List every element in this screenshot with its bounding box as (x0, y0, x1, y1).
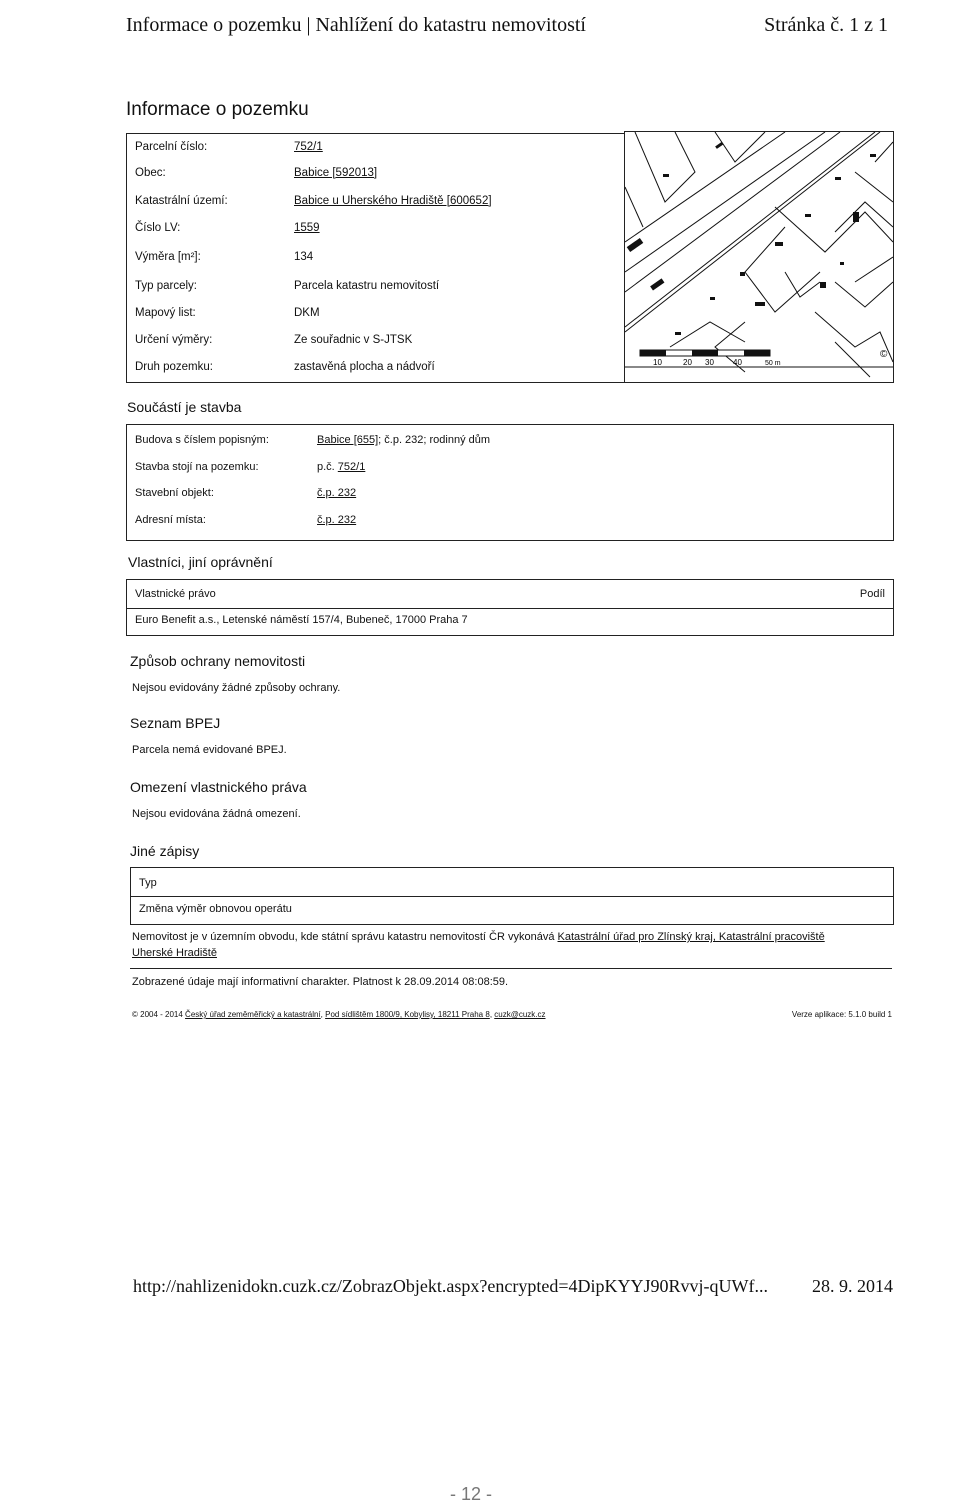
map-scale-50: 50 m (765, 360, 781, 367)
address-link[interactable]: Pod sídlištěm 1800/9, Kobylisy, 18211 Praha 8 (325, 1010, 490, 1019)
stavba-budova-label: Budova s číslem popisným: (135, 434, 269, 446)
print-header-title: Informace o pozemku | Nahlížení do katastru nemovitostí (126, 14, 586, 36)
owner-row: Euro Benefit a.s., Letenské náměstí 157/4, Bubeneč, 17000 Praha 7 (135, 614, 468, 626)
map-scale-30: 30 (705, 358, 714, 367)
page-title: Informace o pozemku (126, 99, 309, 120)
map-scale-10: 10 (653, 358, 662, 367)
jine-divider (131, 896, 893, 897)
stavba-parcel-link[interactable]: 752/1 (337, 461, 366, 473)
vymera-label: Výměra [m²]: (135, 251, 201, 263)
jine-section-title: Jiné zápisy (130, 843, 200, 859)
jine-zapisy-table (130, 867, 894, 925)
copyright-prefix: © 2004 - 2014 (132, 1010, 186, 1019)
stavba-budova-value (317, 434, 490, 446)
ochrana-text: Nejsou evidovány žádné způsoby ochrany. (132, 682, 341, 694)
footer-divider (130, 968, 892, 969)
omezeni-text: Nejsou evidována žádná omezení. (132, 808, 301, 820)
cadastral-map-drawing (625, 132, 893, 382)
typ-parcely-value: Parcela katastru nemovitostí (294, 280, 440, 292)
bpej-text: Parcela nemá evidované BPEJ. (132, 744, 287, 756)
vlastnicke-pravo-header: Vlastnické právo (135, 588, 216, 600)
print-footer-url: http://nahlizenidokn.cuzk.cz/ZobrazObjekt.aspx?encrypted=4DipKYYJ90Rvvj-qUWf... (133, 1276, 768, 1296)
validity-note: Zobrazené údaje mají informativní charakter. Platnost k 28.09.2014 08:08:59. (132, 976, 509, 988)
mapovy-list-value: DKM (294, 307, 320, 319)
uzemni-obvod-note (132, 929, 862, 961)
jine-typ-header: Typ (139, 877, 157, 889)
email-link[interactable]: cuzk@cuzk.cz (494, 1010, 546, 1019)
stavba-section-title: Součástí je stavba (127, 399, 242, 415)
print-header-page: Stránka č. 1 z 1 (764, 14, 888, 36)
obec-link[interactable]: Babice [592013] (294, 167, 378, 179)
stavba-table (126, 424, 894, 541)
budova-detail: ; č.p. 232; rodinný dům (378, 434, 491, 446)
cislo-lv-link[interactable]: 1559 (294, 222, 320, 234)
druh-pozemku-value: zastavěná plocha a nádvoří (294, 361, 435, 373)
parcel-number-link[interactable]: 752/1 (294, 141, 323, 153)
adresni-mista-label: Adresní místa: (135, 514, 206, 526)
copyright-line (132, 1010, 546, 1019)
mapovy-list-label: Mapový list: (135, 307, 196, 319)
cadastral-map[interactable] (624, 131, 894, 383)
stavba-stoji-label: Stavba stojí na pozemku: (135, 461, 259, 473)
urceni-vymery-value: Ze souřadnic v S-JTSK (294, 334, 413, 346)
vlastnici-section-title: Vlastníci, jiní oprávnění (128, 554, 273, 570)
bpej-section-title: Seznam BPEJ (130, 715, 221, 731)
map-scale-20: 20 (683, 358, 692, 367)
typ-parcely-label: Typ parcely: (135, 280, 197, 292)
parcel-number-label: Parcelní číslo: (135, 141, 208, 153)
jine-zapis-value: Změna výměr obnovou operátu (139, 903, 292, 915)
map-scale-40: 40 (733, 358, 742, 367)
katastralni-uzemi-link[interactable]: Babice u Uherského Hradiště [600652] (294, 195, 492, 207)
stavba-stoji-prefix: p.č. (317, 461, 338, 473)
omezeni-section-title: Omezení vlastnického práva (130, 779, 307, 795)
stavba-stoji-value (317, 461, 365, 473)
druh-pozemku-label: Druh pozemku: (135, 361, 213, 373)
podil-header: Podíl (859, 588, 885, 600)
stavebni-objekt-label: Stavební objekt: (135, 487, 214, 499)
budova-obec-link[interactable]: Babice [655] (317, 434, 379, 446)
uzemni-obvod-text: Nemovitost je v územním obvodu, kde státní správu katastru nemovitostí ČR vykonává (132, 931, 558, 943)
cislo-lv-label: Číslo LV: (135, 222, 181, 234)
page-number: - 12 - (450, 1484, 493, 1504)
urceni-vymery-label: Určení výměry: (135, 334, 213, 346)
ochrana-section-title: Způsob ochrany nemovitosti (130, 653, 306, 669)
map-copyright-icon: © (880, 349, 888, 360)
katastralni-uzemi-label: Katastrální území: (135, 195, 228, 207)
cuzk-link[interactable]: Český úřad zeměměřický a katastrální (185, 1010, 321, 1019)
adresni-mista-link[interactable]: č.p. 232 (317, 514, 357, 526)
katastralni-urad-link[interactable]: Katastrální úřad pro Zlínský kraj, Katastrální pracoviště Uherské Hradiště (132, 931, 825, 959)
obec-label: Obec: (135, 167, 166, 179)
vlastnici-divider (127, 608, 893, 609)
print-footer-date: 28. 9. 2014 (812, 1276, 893, 1296)
vlastnici-table (126, 579, 894, 636)
parcel-info-table (126, 133, 625, 383)
vymera-value: 134 (294, 251, 314, 263)
copyright-sep-1: , (320, 1010, 326, 1019)
stavebni-objekt-link[interactable]: č.p. 232 (317, 487, 357, 499)
copyright-sep-2: , (489, 1010, 495, 1019)
app-version: Verze aplikace: 5.1.0 build 1 (791, 1010, 892, 1019)
